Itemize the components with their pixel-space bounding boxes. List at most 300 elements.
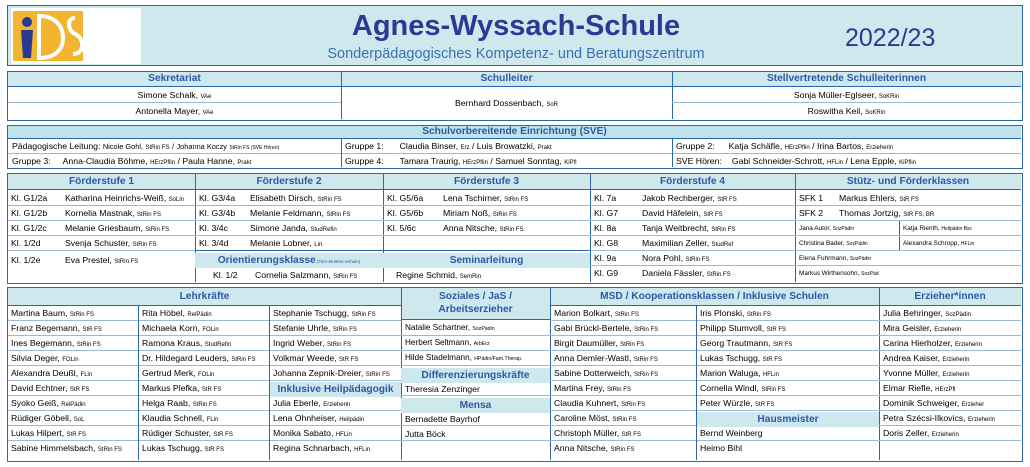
- person-role: HFLin: [762, 372, 779, 378]
- person-entry: [273, 353, 400, 363]
- person-entry: [883, 428, 1020, 438]
- soziales-title: Soziales / JaS / Arbeitserzieher: [438, 291, 513, 315]
- person-entry: [903, 240, 1021, 247]
- row-divider: [879, 425, 1021, 426]
- class-code: Kl. G7: [594, 208, 619, 218]
- row-divider: [8, 440, 401, 441]
- person-role: StR FS: [755, 402, 775, 408]
- person-role: StRin FS: [610, 447, 635, 453]
- class-entry: [387, 223, 589, 233]
- row-divider: [879, 365, 1021, 366]
- row-divider: [550, 410, 879, 411]
- row-divider: [383, 205, 590, 206]
- person-role: StRin FS: [332, 327, 357, 333]
- mensa-title: Mensa: [459, 400, 492, 411]
- teacher-role: StR FS: [703, 212, 723, 218]
- person-role: StRin FS: [634, 327, 659, 333]
- person-role: SozPäd: [861, 271, 879, 277]
- person-role: StR FS: [213, 432, 233, 438]
- person-name: Caroline Möst,: [554, 413, 611, 423]
- row-divider: [8, 380, 401, 381]
- row-divider: [795, 250, 1021, 251]
- person-name: Gertrud Merk,: [142, 368, 196, 378]
- class-entry: [594, 253, 794, 263]
- class-entry: [594, 208, 794, 218]
- person-name: Martina Baum,: [11, 308, 68, 318]
- class-entry: [387, 193, 589, 203]
- stellvertretung-person: Roswitha Keil, SoKRin: [807, 106, 886, 116]
- person-role: StRin FS: [192, 402, 217, 408]
- row-divider: [8, 220, 195, 221]
- person-role: StR FS: [772, 342, 793, 348]
- teacher-role: StR FS, BR: [903, 212, 935, 218]
- person-role: Heilpädin: [339, 417, 365, 423]
- row-divider: [8, 235, 195, 236]
- class-code: Kl. 1/2d: [11, 238, 41, 248]
- person-entry: [405, 338, 549, 347]
- row-divider: [401, 395, 550, 396]
- teacher-role: StR FS: [717, 197, 737, 203]
- person-name: David Echtner,: [11, 383, 68, 393]
- person-name: Doris Zeller,: [883, 428, 930, 438]
- person-name: Alexandra Deußl,: [11, 368, 79, 378]
- person-name: Helga Raab,: [142, 398, 191, 408]
- person-entry: [700, 368, 878, 378]
- person-name: Claudia Kuhnert,: [554, 398, 619, 408]
- class-entry: [199, 208, 382, 218]
- teacher-name: Melanie Lobner,: [250, 238, 312, 248]
- person-role: StRin FS: [614, 312, 639, 318]
- person-entry: [700, 443, 878, 453]
- person-entry: [142, 443, 268, 453]
- row-divider: [550, 395, 879, 396]
- foerderstufe-3-title: Förderstufe 3: [453, 176, 520, 187]
- person-entry: [405, 353, 549, 362]
- row-divider: [590, 265, 795, 266]
- person-name: Katja Rienth,: [903, 225, 940, 232]
- person-entry: [405, 429, 549, 439]
- row-divider: [195, 235, 383, 236]
- person-role: StRin FS: [231, 357, 256, 363]
- person-role: SozPädin: [849, 256, 872, 262]
- person-entry: [700, 383, 878, 393]
- foerderstufe-2-title: Förderstufe 2: [256, 176, 322, 187]
- person-name: Klaudia Schnell,: [142, 413, 205, 423]
- person-name: Regine Schmid,: [396, 270, 458, 280]
- class-code: Kl. G3/4b: [199, 208, 236, 218]
- person-name: Ines Begemann,: [11, 338, 75, 348]
- row-divider: [8, 320, 401, 321]
- stellvertretung-person: Sonja Müller-Eglseer, SoKRin: [793, 90, 900, 100]
- row-divider: [8, 410, 401, 411]
- person-entry: [700, 323, 878, 333]
- row-divider: [195, 220, 383, 221]
- person-entry: [554, 413, 695, 423]
- teacher-role: StRin FS: [132, 242, 157, 248]
- person-name: Lena Ohnheiser,: [273, 413, 337, 423]
- person-role: Erzieherin: [967, 417, 995, 423]
- person-name: Silvia Deger,: [11, 353, 60, 363]
- person-name: Petra Szécsi-Ilkovics,: [883, 413, 966, 423]
- sve-gruppe-hoeren: SVE Hören: Gabi Schneider-Schrott, HFLin / Lena Epple, KiPflin: [676, 156, 917, 166]
- person-role: ArbErz: [473, 341, 490, 347]
- sve-gruppe-3: Gruppe 3: Anna-Claudia Böhme, HErzPflin / Paula Hanne, Prakt: [12, 156, 252, 166]
- person-role: Erzieherin: [942, 357, 970, 363]
- person-role: SoL: [73, 417, 85, 423]
- teacher-name: Simone Janda,: [250, 223, 308, 233]
- class-code: Kl. 5/6c: [387, 223, 416, 233]
- person-entry: [11, 353, 137, 363]
- person-entry: [700, 398, 878, 408]
- row-divider: [401, 440, 550, 441]
- person-name: Julia Behringer,: [883, 308, 943, 318]
- row-divider: [879, 320, 1021, 321]
- person-entry: [273, 323, 400, 333]
- sekretariat-person: Antonella Mayer, VAe: [135, 106, 214, 116]
- row-divider: [401, 350, 550, 351]
- row-divider: [550, 365, 879, 366]
- person-name: Heimo Bihl: [700, 443, 743, 453]
- seminarleitung-title: Seminarleitung: [449, 255, 524, 266]
- person-name: Jana Autor,: [799, 225, 831, 232]
- person-role: StRin FS: [612, 417, 637, 423]
- teacher-role: StRin FS: [499, 227, 524, 233]
- class-code: Kl. 3/4c: [199, 223, 228, 233]
- class-code: Kl. 3/4d: [199, 238, 229, 248]
- column-divider: [696, 305, 697, 460]
- class-code: Kl. 1/2e: [11, 255, 41, 265]
- person-role: StR FS: [621, 432, 641, 438]
- person-name: Bernadette Bayrhof: [405, 414, 480, 424]
- row-divider: [590, 235, 795, 236]
- person-role: SozPädin: [472, 326, 495, 332]
- teacher-role: StRin FS: [492, 212, 517, 218]
- person-entry: [405, 414, 549, 424]
- person-name: Markus Plefka,: [142, 383, 200, 393]
- person-name: Gabi Brückl-Bertele,: [554, 323, 632, 333]
- person-entry: [883, 368, 1020, 378]
- person-entry: [11, 413, 137, 423]
- sve-gruppe-2: Gruppe 2: Katja Schäfle, HErzPflin / Irina Bartos, Erzieherin: [676, 141, 894, 151]
- person-role: Erzieherin: [931, 432, 959, 438]
- class-entry: [387, 208, 589, 218]
- class-code: Kl. G3/4a: [199, 193, 236, 203]
- class-entry: [11, 208, 194, 218]
- teacher-name: Eva Prestel,: [65, 255, 112, 265]
- person-name: Carina Hierholzer,: [883, 338, 953, 348]
- person-role: StRin FS: [746, 312, 771, 318]
- schulleiter-title: Schulleiter: [480, 73, 533, 84]
- person-entry: [11, 323, 137, 333]
- teacher-role: StRin FS: [145, 227, 170, 233]
- class-code: Kl. G1/2b: [11, 208, 48, 218]
- teacher-name: Markus Ehlers,: [839, 193, 897, 203]
- person-name: Syoko Geiß,: [11, 398, 59, 408]
- person-role: StR FS: [69, 387, 90, 393]
- person-role: StudRefin: [204, 342, 232, 348]
- person-entry: [142, 383, 268, 393]
- teacher-name: Cornelia Salzmann,: [255, 270, 331, 280]
- person-name: Christoph Müller,: [554, 428, 620, 438]
- class-entry: [594, 268, 794, 278]
- row-divider: [8, 335, 401, 336]
- person-entry: [273, 413, 400, 423]
- teacher-role: StRin FS: [333, 274, 358, 280]
- foerderstufe-4-title: Förderstufe 4: [659, 176, 726, 187]
- person-entry: [554, 323, 695, 333]
- person-name: Andrea Kaiser,: [883, 353, 940, 363]
- sve-title: Schulvorbereitende Einrichtung (SVE): [422, 126, 607, 137]
- person-name: Natalie Schartner,: [405, 323, 471, 332]
- class-code: Kl. G1/2c: [11, 223, 47, 233]
- person-entry: [700, 338, 878, 348]
- row-divider: [8, 350, 401, 351]
- person-name: Anna Demler-Wastl,: [554, 353, 632, 363]
- class-code: Kl. 1/2: [213, 270, 238, 280]
- person-entry: [700, 428, 878, 438]
- personal-box: [7, 287, 1023, 462]
- person-role: Heilpädin Bsc: [941, 226, 972, 232]
- person-name: Martina Frey,: [554, 383, 605, 393]
- person-entry: [11, 398, 137, 408]
- person-role: HFLin: [335, 432, 352, 438]
- class-entry: [594, 223, 794, 233]
- person-entry: [396, 270, 586, 280]
- class-entry: [199, 223, 382, 233]
- person-name: Monika Sabato,: [273, 428, 334, 438]
- person-entry: [273, 428, 400, 438]
- person-role: StRin FS: [620, 342, 645, 348]
- teacher-role: Lin: [314, 242, 323, 248]
- person-name: Dr. Hildegard Leuders,: [142, 353, 229, 363]
- class-entry: [11, 223, 194, 233]
- person-entry: [405, 323, 549, 332]
- person-role: StR FS: [204, 447, 224, 453]
- person-entry: [799, 240, 897, 247]
- person-name: Anna Nitsche,: [554, 443, 609, 453]
- class-code: Kl. G9: [594, 268, 619, 278]
- sfk-title: Stütz- und Förderklassen: [846, 176, 970, 187]
- person-entry: [554, 428, 695, 438]
- person-name: Johanna Zepnik-Dreier,: [273, 368, 364, 378]
- person-role: StRin FS: [76, 342, 101, 348]
- person-role: StR FS: [82, 327, 102, 333]
- person-role: StRin FS: [761, 387, 786, 393]
- person-name: Yvonne Müller,: [883, 368, 940, 378]
- row-divider: [550, 335, 879, 336]
- person-role: StR FS: [201, 387, 222, 393]
- person-entry: [11, 338, 137, 348]
- teacher-name: Jakob Rechberger,: [642, 193, 715, 203]
- person-name: Marion Waluga,: [700, 368, 761, 378]
- person-name: Hilde Stadelmann,: [405, 353, 472, 362]
- person-entry: [142, 398, 268, 408]
- person-role: StRin FS: [633, 357, 658, 363]
- teacher-name: Lena Tschirner,: [443, 193, 502, 203]
- person-entry: [142, 308, 268, 318]
- person-entry: [11, 428, 137, 438]
- class-entry: [11, 255, 194, 265]
- person-role: HFLin: [960, 241, 975, 247]
- person-role: StR FS: [339, 357, 359, 363]
- school-subtitle: Sonderpädagogisches Kompetenz- und Beratungszentrum: [327, 46, 705, 62]
- row-divider: [8, 425, 401, 426]
- person-name: Lukas Tschugg,: [142, 443, 203, 453]
- person-role: HErzPfl: [935, 387, 956, 393]
- person-name: Lukas Hilpert,: [11, 428, 65, 438]
- person-name: Franz Begemann,: [11, 323, 81, 333]
- person-entry: [883, 413, 1020, 423]
- person-entry: [903, 225, 1021, 232]
- class-entry: [594, 193, 794, 203]
- teacher-name: Tanja Weitbrecht,: [642, 223, 709, 233]
- erzieher-title: Erzieher*innen: [914, 291, 986, 302]
- teacher-role: SoLin: [168, 197, 185, 203]
- teacher-role: StRin FS: [326, 212, 351, 218]
- person-entry: [405, 384, 549, 394]
- lehrkraefte-title: Lehrkräfte: [179, 291, 230, 302]
- person-name: Peter Würzle,: [700, 398, 753, 408]
- person-role: StRin FS: [606, 387, 631, 393]
- foerderstufe-1-title: Förderstufe 1: [68, 176, 135, 187]
- row-divider: [550, 350, 879, 351]
- teacher-role: StRin FS: [685, 257, 710, 263]
- person-role: HPädin/Fam.Therap.: [474, 356, 523, 362]
- person-entry: [554, 383, 695, 393]
- person-role: FLin: [206, 417, 219, 423]
- class-entry: [594, 238, 794, 248]
- class-code: SFK 1: [799, 193, 824, 203]
- person-name: Stephanie Tschugg,: [273, 308, 350, 318]
- row-divider: [401, 335, 550, 336]
- person-role: Erzieherin: [323, 402, 351, 408]
- person-entry: [799, 225, 897, 232]
- row-divider: [879, 410, 1021, 411]
- person-entry: [700, 308, 878, 318]
- person-role: StR FS: [66, 432, 86, 438]
- person-entry: [11, 443, 137, 453]
- row-divider: [590, 205, 795, 206]
- orientierungsklasse-title: Orientierungsklasse (Tom-Mutters-Schule): [217, 255, 361, 266]
- person-entry: [883, 308, 1020, 318]
- teacher-name: Melanie Feldmann,: [250, 208, 324, 218]
- teacher-name: Katharina Heinrichs-Weiß,: [65, 193, 167, 203]
- teacher-name: Nora Pohl,: [642, 253, 684, 263]
- person-name: Theresia Zenzinger: [405, 384, 480, 394]
- teacher-name: Svenja Schuster,: [65, 238, 131, 248]
- person-role: StRin FS: [634, 372, 659, 378]
- person-entry: [554, 368, 695, 378]
- person-entry: [11, 368, 137, 378]
- teacher-role: StRin FS: [711, 227, 736, 233]
- person-name: Bernd Weinberg: [700, 428, 763, 438]
- person-name: Elena Fuhrmann,: [799, 255, 849, 262]
- row-divider: [401, 425, 550, 426]
- person-role: StRin FS: [365, 372, 390, 378]
- sve-paed-leitung: Pädagogische Leitung: Nicole Gohl, StRin FS / Johanna Koczy StRin FS (SVE Hören): [12, 141, 280, 151]
- person-name: Christina Bader,: [799, 240, 845, 247]
- person-entry: [142, 323, 268, 333]
- person-role: SemRin: [459, 274, 482, 280]
- sve-box: [7, 125, 1023, 169]
- person-name: Rita Höbel,: [142, 308, 185, 318]
- person-name: Markus Wirthensohn,: [799, 270, 860, 277]
- person-name: Ramona Kraus,: [142, 338, 203, 348]
- teacher-name: Maximilian Zeller,: [642, 238, 710, 248]
- person-role: FOLin: [202, 327, 219, 333]
- person-name: Rüdiger Schuster,: [142, 428, 212, 438]
- teacher-name: Thomas Jortzig,: [839, 208, 901, 218]
- person-name: Stefanie Uhrle,: [273, 323, 331, 333]
- school-title: Agnes-Wyssach-Schule: [351, 10, 681, 42]
- row-divider: [550, 440, 879, 441]
- person-role: StRin FS: [351, 312, 376, 318]
- person-role: HFLin: [354, 447, 371, 453]
- header-box: [7, 5, 1023, 66]
- person-name: Sabine Dotterweich,: [554, 368, 632, 378]
- class-code: Kl. G1/2a: [11, 193, 48, 203]
- row-divider: [795, 205, 1021, 206]
- person-entry: [142, 338, 268, 348]
- teacher-name: Elisabeth Dirsch,: [250, 193, 316, 203]
- person-name: Iris Plonski,: [700, 308, 745, 318]
- sekretariat-title: Sekretariat: [148, 73, 201, 84]
- class-code: Kl. 7a: [594, 193, 617, 203]
- leitung-box: [7, 71, 1023, 121]
- class-entry: [799, 208, 1019, 218]
- person-role: SozPädin: [846, 241, 868, 247]
- person-role: FLin: [80, 372, 93, 378]
- person-entry: [273, 308, 400, 318]
- person-role: StR FS: [766, 327, 786, 333]
- row-divider: [8, 205, 195, 206]
- stellvertretung-title: Stellvertretende Schulleiterinnen: [766, 73, 927, 84]
- person-role: StRin FS: [621, 402, 646, 408]
- teacher-role: StRin FS: [706, 272, 731, 278]
- row-divider: [879, 395, 1021, 396]
- row-divider: [383, 220, 590, 221]
- sve-gruppe-4: Gruppe 4: Tamara Traurig, HErzPflin / Samuel Sonntag, KiPfl: [345, 156, 577, 166]
- msd-title: MSD / Kooperationsklassen / Inklusive Schulen: [600, 291, 829, 302]
- teacher-role: StRin FS: [114, 259, 139, 265]
- person-entry: [273, 338, 400, 348]
- class-code: SFK 2: [799, 208, 824, 218]
- person-role: Erzieherin: [942, 372, 970, 378]
- person-name: Volkmar Weede,: [273, 353, 337, 363]
- person-name: Cornelia Windl,: [700, 383, 759, 393]
- person-entry: [11, 383, 137, 393]
- person-entry: [554, 398, 695, 408]
- row-divider: [795, 265, 1021, 266]
- teacher-name: Miriam Noß,: [443, 208, 491, 218]
- row-divider: [879, 350, 1021, 351]
- class-code: Kl. G5/6b: [387, 208, 424, 218]
- person-role: SozPädin: [832, 226, 855, 232]
- person-entry: [142, 413, 268, 423]
- class-entry: [199, 238, 382, 248]
- teacher-name: Melanie Griesbaum,: [65, 223, 143, 233]
- person-entry: [883, 323, 1020, 333]
- person-name: Ingrid Weber,: [273, 338, 325, 348]
- person-entry: [554, 338, 695, 348]
- class-entry: [11, 238, 194, 248]
- teacher-role: StRin FS: [317, 197, 342, 203]
- person-entry: [554, 308, 695, 318]
- row-divider: [383, 235, 590, 236]
- person-entry: [11, 308, 137, 318]
- person-name: Rüdiger Göbell,: [11, 413, 72, 423]
- person-entry: [554, 443, 695, 453]
